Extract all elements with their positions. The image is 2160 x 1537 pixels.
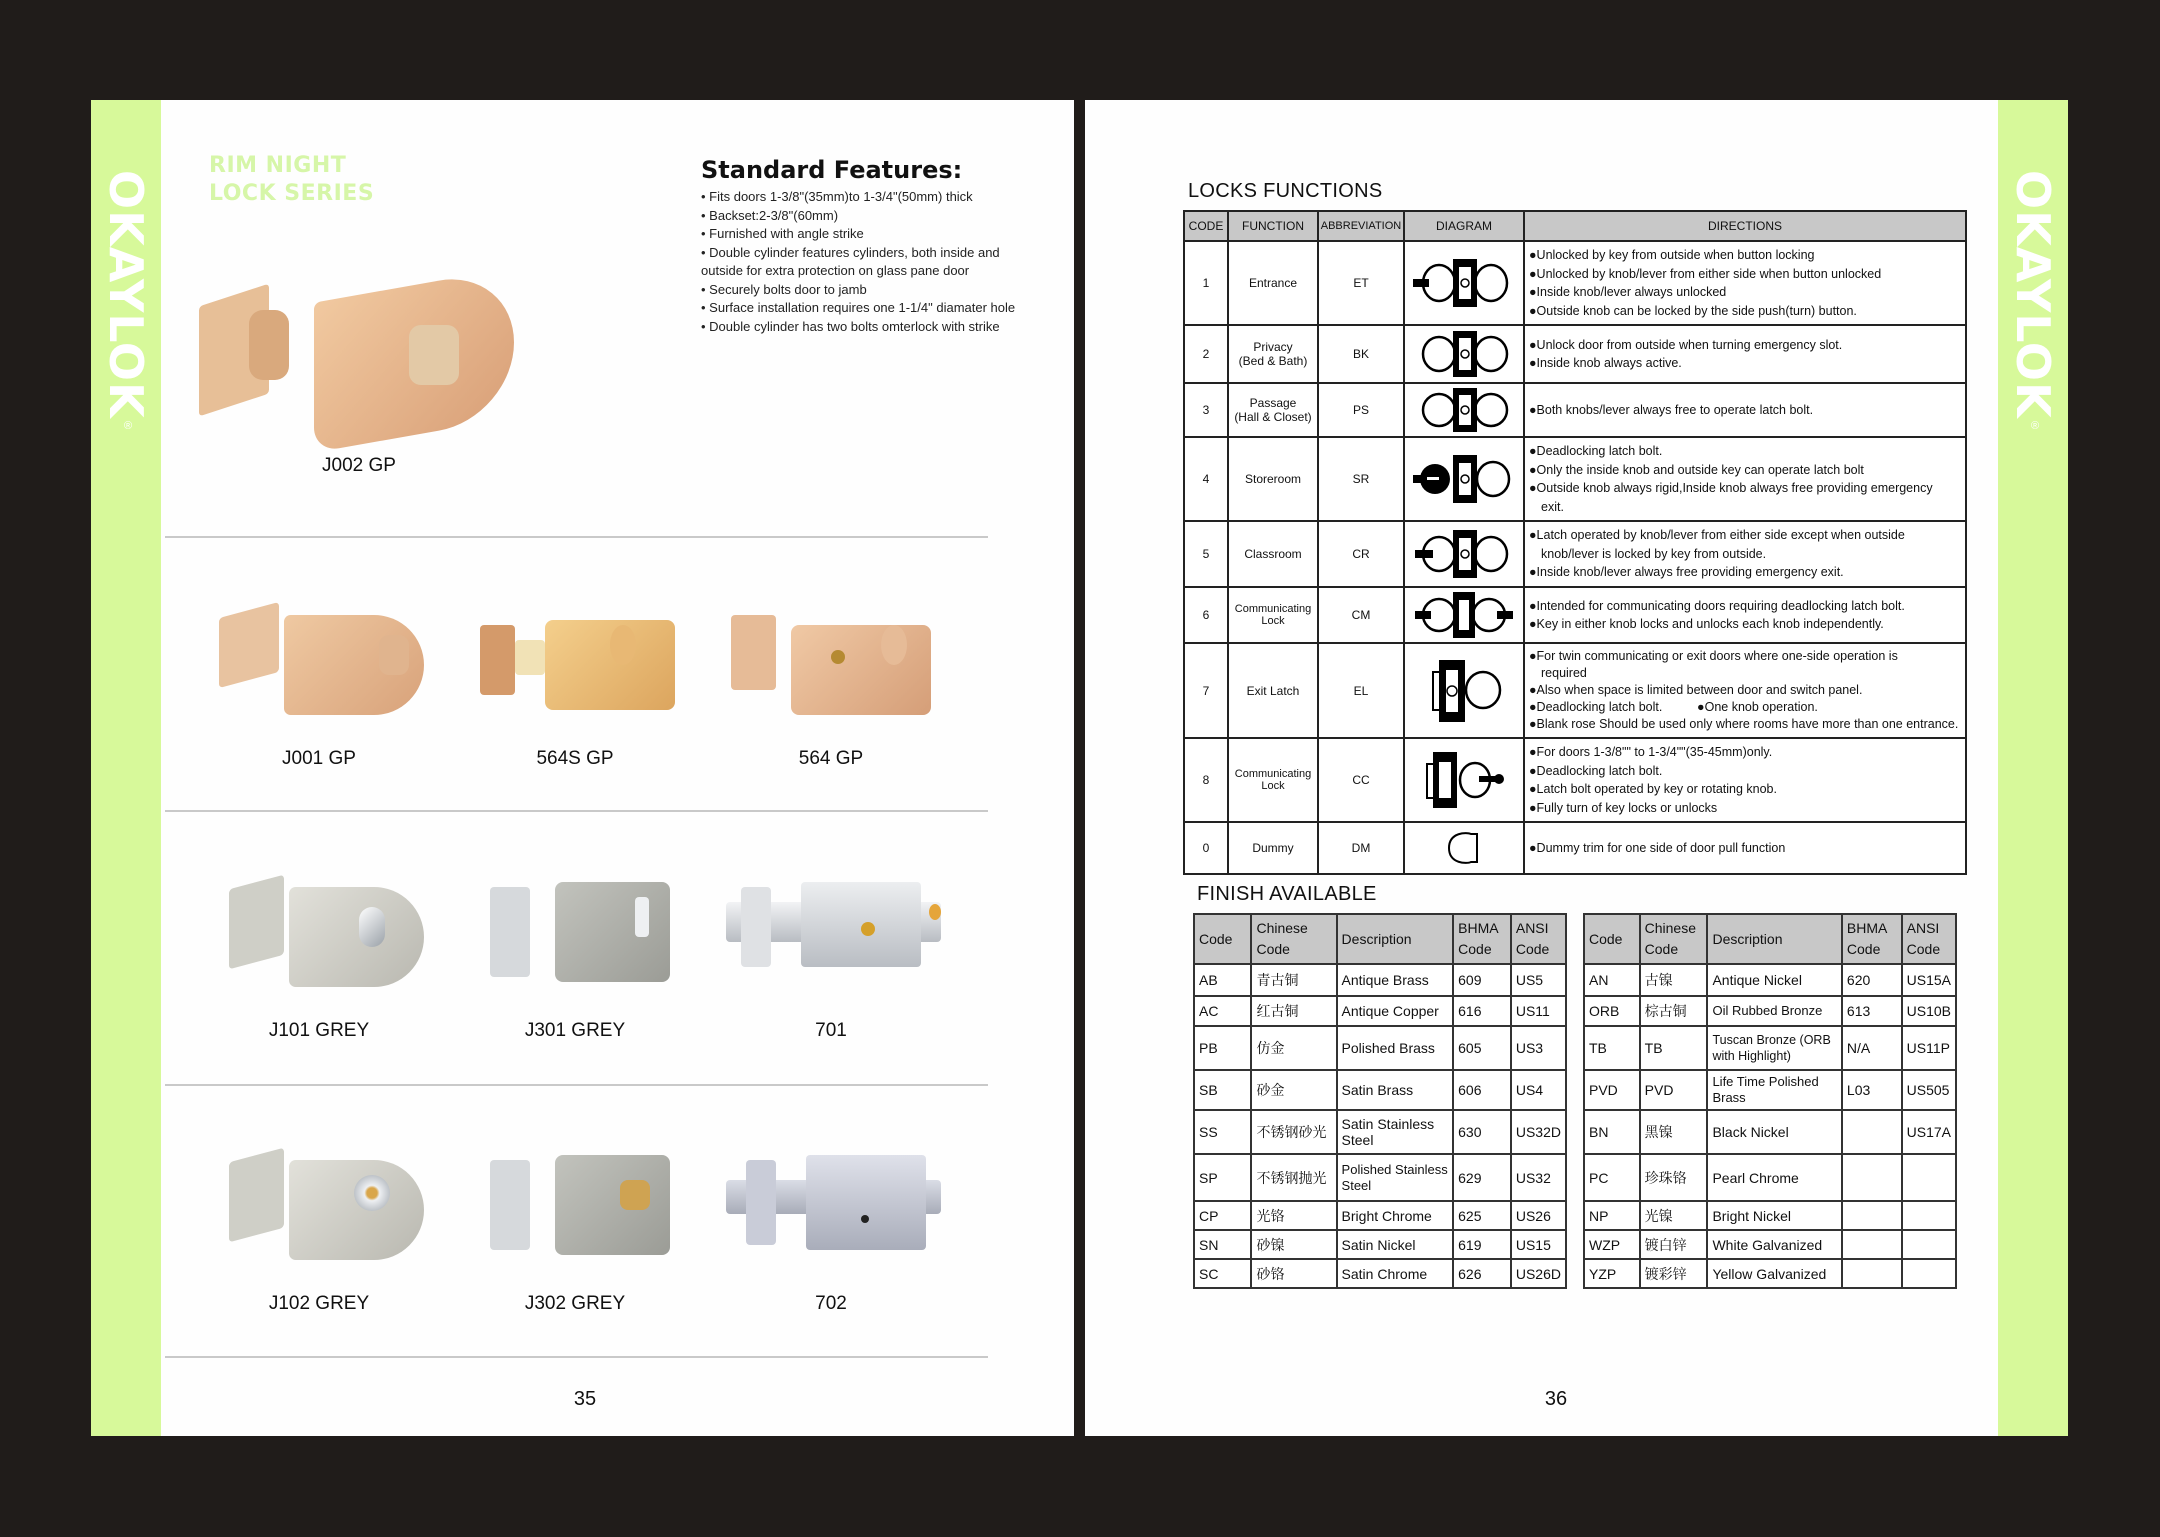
col-header-diagram: DIAGRAM (1404, 211, 1524, 241)
feature-item: • Furnished with angle strike (701, 226, 864, 241)
direction-line: ●Inside knob/lever always unlocked (1529, 285, 1727, 299)
code-cell: 2 (1184, 325, 1228, 383)
table-row (1584, 1110, 1956, 1154)
cell: US17A (1902, 1110, 1956, 1154)
abbreviation-cell: CM (1318, 587, 1404, 643)
function-cell (1228, 241, 1318, 325)
cell: US3 (1511, 1026, 1566, 1070)
abbreviation-cell: SR (1318, 437, 1404, 521)
function-cell (1228, 738, 1318, 822)
table-row (1194, 1230, 1566, 1259)
catalog-page-35 (91, 100, 1074, 1436)
col-header-directions: DIRECTIONS (1524, 211, 1966, 241)
directions-cell (1524, 822, 1966, 874)
function-label: Storeroom (1244, 472, 1302, 486)
brand-strip-right (1998, 100, 2068, 1436)
cell: 630 (1453, 1110, 1511, 1154)
table-row (1584, 996, 1956, 1026)
code-cell: 1 (1184, 241, 1228, 325)
table-row (1184, 643, 1966, 738)
col-header-bhma-code: BHMA Code (1453, 914, 1511, 964)
table-row (1184, 241, 1966, 325)
cell: 不锈钢砂光 (1251, 1110, 1336, 1154)
direction-line: ●Blank rose Should be used only where rooms have more than one entrance. (1529, 717, 1959, 731)
product-j302-grey[interactable] (455, 1125, 695, 1315)
cell: 镀彩锌 (1640, 1259, 1708, 1288)
function-cell (1228, 643, 1318, 738)
exit-latch-diagram-icon (1404, 643, 1524, 738)
page-number: 36 (1544, 1388, 1568, 1410)
cell: 珍珠铬 (1640, 1154, 1708, 1201)
product-model: 701 (815, 1020, 847, 1041)
table-row (1184, 521, 1966, 587)
directions-cell (1524, 325, 1966, 383)
locks-functions-table (1183, 210, 1967, 875)
lock-image (465, 852, 685, 1002)
directions-cell (1524, 587, 1966, 643)
cell: Bright Chrome (1337, 1201, 1454, 1230)
direction-line: exit. (1541, 499, 1564, 514)
function-label: Exit Latch (1246, 683, 1300, 698)
feature-item: • Securely bolts door to jamb (701, 281, 867, 297)
direction-line: ●Latch bolt operated by key or rotating knob. (1529, 782, 1777, 796)
product-702[interactable] (711, 1125, 951, 1315)
lock-image (189, 255, 529, 445)
cell: NP (1584, 1201, 1640, 1230)
lock-image (209, 852, 429, 1002)
product-model: J301 GREY (524, 1020, 626, 1041)
cell (1842, 1201, 1902, 1230)
function-sublabel: (Hall & Closet) (1234, 410, 1312, 424)
table-row (1184, 437, 1966, 521)
cell: BN (1584, 1110, 1640, 1154)
catalog-page-36 (1085, 100, 2068, 1436)
cell: Life Time Polished Brass (1707, 1070, 1841, 1110)
privacy-lock-diagram-icon (1404, 325, 1524, 383)
cell: US5 (1511, 964, 1566, 996)
cell: SS (1194, 1110, 1251, 1154)
brand-logo: OKAYLOK (2006, 170, 2060, 419)
table-row (1184, 383, 1966, 437)
cell: N/A (1842, 1026, 1902, 1070)
divider (165, 1084, 988, 1086)
product-564-gp[interactable] (711, 580, 951, 770)
registered-mark: ® (124, 420, 133, 432)
cell: 青古铜 (1251, 964, 1336, 996)
cell (1842, 1230, 1902, 1259)
product-j001-gp[interactable] (199, 580, 439, 770)
direction-line: ●Outside knob always rigid,Inside knob always free providing emergency (1529, 481, 1933, 495)
cell: AB (1194, 964, 1251, 996)
code-cell: 4 (1184, 437, 1228, 521)
col-header-ansi-code: ANSI Code (1902, 914, 1956, 964)
feature-item: • Fits doors 1-3/8"(35mm)to 1-3/4"(50mm) thick (701, 189, 973, 204)
table-row (1194, 1110, 1566, 1154)
direction-line: ●Unlock door from outside when turning emergency slot. (1529, 337, 1843, 352)
table-row (1584, 1154, 1956, 1201)
product-model: J101 GREY (268, 1020, 370, 1041)
function-cell (1228, 822, 1318, 874)
cell: SP (1194, 1154, 1251, 1201)
cell: 616 (1453, 996, 1511, 1026)
lock-image (465, 1125, 685, 1275)
directions-cell (1524, 738, 1966, 822)
cell: 605 (1453, 1026, 1511, 1070)
features-heading: Standard Features: (701, 156, 963, 184)
cell: 613 (1842, 996, 1902, 1026)
table-row (1194, 996, 1566, 1026)
cell: Oil Rubbed Bronze (1707, 996, 1841, 1026)
function-sublabel: (Bed & Bath) (1238, 354, 1308, 368)
abbreviation-cell: ET (1318, 241, 1404, 325)
cell: Yellow Galvanized (1707, 1259, 1841, 1288)
table-row (1194, 1259, 1566, 1288)
cell: 626 (1453, 1259, 1511, 1288)
cell: SB (1194, 1070, 1251, 1110)
product-model: J102 GREY (268, 1293, 370, 1314)
series-title-line1: RIM NIGHT (209, 153, 347, 178)
abbreviation-cell: EL (1318, 643, 1404, 738)
lock-image (465, 580, 685, 730)
divider (165, 810, 988, 812)
col-header-chinese-code: Chinese Code (1251, 914, 1336, 964)
abbreviation-cell: DM (1318, 822, 1404, 874)
cell: White Galvanized (1707, 1230, 1841, 1259)
table-row (1194, 1026, 1566, 1070)
directions-cell (1524, 521, 1966, 587)
product-564s-gp[interactable] (455, 580, 695, 770)
communicating-lock-diagram-icon (1404, 587, 1524, 643)
function-label: Communicating (1234, 603, 1312, 615)
finish-table-right (1583, 913, 1957, 1289)
cell (1902, 1259, 1956, 1288)
finish-table-left (1193, 913, 1567, 1289)
col-header-function: FUNCTION (1228, 211, 1318, 241)
table-row (1184, 822, 1966, 874)
brand-strip-left (91, 100, 161, 1436)
col-header-description: Description (1707, 914, 1841, 964)
direction-line: ●Unlocked by key from outside when button locking (1529, 248, 1815, 262)
product-701[interactable] (711, 852, 951, 1042)
cell: TB (1584, 1026, 1640, 1070)
direction-line: ●Both knobs/lever always free to operate latch bolt. (1529, 402, 1814, 417)
single-key-lock-diagram-icon (1404, 738, 1524, 822)
cell: AC (1194, 996, 1251, 1026)
cell: Satin Brass (1337, 1070, 1454, 1110)
passage-lock-diagram-icon (1404, 383, 1524, 437)
cell: SC (1194, 1259, 1251, 1288)
cell: 606 (1453, 1070, 1511, 1110)
directions-cell (1524, 241, 1966, 325)
locks-functions-title: LOCKS FUNCTIONS (1188, 180, 1383, 202)
cell: 仿金 (1251, 1026, 1336, 1070)
function-sublabel: Lock (1261, 615, 1285, 627)
col-header-ansi-code: ANSI Code (1511, 914, 1566, 964)
col-header-code: CODE (1184, 211, 1228, 241)
directions-cell (1524, 383, 1966, 437)
function-cell (1228, 521, 1318, 587)
cell (1842, 1154, 1902, 1201)
code-cell: 3 (1184, 383, 1228, 437)
direction-line: ●For doors 1-3/8"" to 1-3/4""(35-45mm)only. (1529, 745, 1773, 759)
divider (165, 1356, 988, 1358)
cell: AN (1584, 964, 1640, 996)
function-cell (1228, 383, 1318, 437)
table-header-row (1584, 914, 1956, 964)
table-row (1184, 738, 1966, 822)
col-header-code: Code (1194, 914, 1251, 964)
code-cell: 5 (1184, 521, 1228, 587)
cell: US10B (1902, 996, 1956, 1026)
table-row (1194, 964, 1566, 996)
cell (1842, 1110, 1902, 1154)
direction-line: ●Deadlocking latch bolt. (1529, 763, 1663, 778)
cell: PVD (1640, 1070, 1708, 1110)
cell (1902, 1201, 1956, 1230)
table-row (1194, 1154, 1566, 1201)
cell: 625 (1453, 1201, 1511, 1230)
cell: Polished Brass (1337, 1026, 1454, 1070)
cell: 光镍 (1640, 1201, 1708, 1230)
cell: 光铬 (1251, 1201, 1336, 1230)
direction-line: ●For twin communicating or exit doors where one-side operation is (1529, 649, 1898, 663)
col-header-bhma-code: BHMA Code (1842, 914, 1902, 964)
function-cell (1228, 325, 1318, 383)
product-model: 702 (815, 1293, 847, 1314)
direction-line: ●Deadlocking latch bolt. ●One knob operation. (1529, 700, 1818, 714)
product-model: J302 GREY (524, 1293, 626, 1314)
cell: 黑镍 (1640, 1110, 1708, 1154)
product-model: J001 GP (282, 748, 356, 769)
table-row (1184, 587, 1966, 643)
abbreviation-cell: PS (1318, 383, 1404, 437)
cell: 619 (1453, 1230, 1511, 1259)
cell: 镀白锌 (1640, 1230, 1708, 1259)
direction-line: required (1541, 666, 1587, 680)
cell: PC (1584, 1154, 1640, 1201)
function-sublabel: Lock (1261, 780, 1285, 792)
cell: US11 (1511, 996, 1566, 1026)
page-number: 35 (573, 1388, 597, 1410)
cell: Tuscan Bronze (ORB with Highlight) (1707, 1026, 1841, 1070)
direction-line: ●Unlocked by knob/lever from either side when button unlocked (1529, 266, 1882, 281)
series-title (209, 152, 374, 208)
cell: Antique Copper (1337, 996, 1454, 1026)
col-header-chinese-code: Chinese Code (1640, 914, 1708, 964)
table-row (1584, 1259, 1956, 1288)
direction-line: ●Latch operated by knob/lever from either side except when outside (1529, 528, 1905, 543)
feature-item: • Double cylinder has two bolts omterlock with strike (701, 318, 1000, 334)
cell: 砂金 (1251, 1070, 1336, 1110)
cell: YZP (1584, 1259, 1640, 1288)
product-model: 564S GP (536, 748, 614, 769)
lock-image (721, 1125, 941, 1275)
table-row (1584, 964, 1956, 996)
function-cell (1228, 437, 1318, 521)
cell: Satin Stainless Steel (1337, 1110, 1454, 1154)
code-cell: 8 (1184, 738, 1228, 822)
col-header-code: Code (1584, 914, 1640, 964)
finish-available-title: FINISH AVAILABLE (1197, 883, 1377, 905)
function-label: Classroom (1244, 547, 1302, 561)
divider (165, 536, 988, 538)
table-header-row (1194, 914, 1566, 964)
cell: Pearl Chrome (1707, 1154, 1841, 1201)
table-row (1584, 1230, 1956, 1259)
direction-line: ●Outside knob can be locked by the side push(turn) button. (1529, 303, 1857, 318)
abbreviation-cell: CR (1318, 521, 1404, 587)
cell: US11P (1902, 1026, 1956, 1070)
table-row (1584, 1026, 1956, 1070)
cell: US15 (1511, 1230, 1566, 1259)
entrance-lock-diagram-icon (1404, 241, 1524, 325)
product-j102-grey[interactable] (199, 1125, 439, 1315)
cell: L03 (1842, 1070, 1902, 1110)
cell: US15A (1902, 964, 1956, 996)
table-row (1194, 1070, 1566, 1110)
cell: WZP (1584, 1230, 1640, 1259)
cell: TB (1640, 1026, 1708, 1070)
product-j101-grey[interactable] (199, 852, 439, 1042)
cell: 不锈钢抛光 (1251, 1154, 1336, 1201)
cell: Antique Brass (1337, 964, 1454, 996)
directions-cell (1524, 437, 1966, 521)
lock-image (209, 1125, 429, 1275)
feature-item: • Backset:2-3/8"(60mm) (701, 207, 839, 223)
cell: US4 (1511, 1070, 1566, 1110)
cell: 砂铬 (1251, 1259, 1336, 1288)
lock-image (721, 852, 941, 1002)
direction-line: ●Inside knob/lever always free providing emergency exit. (1529, 565, 1844, 580)
product-j002-gp[interactable] (179, 255, 539, 477)
cell: Polished Stainless Steel (1337, 1154, 1454, 1201)
dummy-knob-diagram-icon (1404, 822, 1524, 874)
direction-line: ●Deadlocking latch bolt. (1529, 444, 1663, 458)
function-label: Dummy (1252, 841, 1294, 855)
product-model: 564 GP (798, 748, 864, 769)
cell (1902, 1154, 1956, 1201)
direction-line: knob/lever is locked by key from outside. (1541, 546, 1767, 561)
cell (1902, 1230, 1956, 1259)
cell: 620 (1842, 964, 1902, 996)
direction-line: ●Dummy trim for one side of door pull function (1529, 840, 1786, 855)
cell: 棕古铜 (1640, 996, 1708, 1026)
code-cell: 6 (1184, 587, 1228, 643)
cell: US32D (1511, 1110, 1566, 1154)
function-label: Entrance (1248, 276, 1298, 290)
feature-item: • Double cylinder features cylinders, both inside and outside for extra protection on glass pane door (701, 244, 1000, 278)
direction-line: ●Only the inside knob and outside key can operate latch bolt (1529, 462, 1864, 477)
cell: Antique Nickel (1707, 964, 1841, 996)
classroom-lock-diagram-icon (1404, 521, 1524, 587)
cell (1842, 1259, 1902, 1288)
cell: US505 (1902, 1070, 1956, 1110)
cell: Black Nickel (1707, 1110, 1841, 1154)
product-j301-grey[interactable] (455, 852, 695, 1042)
abbreviation-cell: CC (1318, 738, 1404, 822)
abbreviation-cell: BK (1318, 325, 1404, 383)
cell: PVD (1584, 1070, 1640, 1110)
cell: US26D (1511, 1259, 1566, 1288)
storeroom-lock-diagram-icon (1404, 437, 1524, 521)
cell: 629 (1453, 1154, 1511, 1201)
direction-line: ●Key in either knob locks and unlocks each knob independently. (1529, 617, 1884, 631)
table-row (1184, 325, 1966, 383)
table-row (1584, 1070, 1956, 1110)
function-label: Passage (1249, 396, 1297, 410)
feature-item: • Surface installation requires one 1-1/4" diamater hole (701, 300, 1016, 315)
cell: US26 (1511, 1201, 1566, 1230)
direction-line: ●Inside knob always active. (1529, 356, 1682, 370)
cell: PB (1194, 1026, 1251, 1070)
cell: Bright Nickel (1707, 1201, 1841, 1230)
standard-features (701, 156, 1021, 336)
cell: US32 (1511, 1154, 1566, 1201)
table-row (1194, 1201, 1566, 1230)
table-row (1584, 1201, 1956, 1230)
product-model: J002 GP (322, 455, 396, 476)
cell: 古镍 (1640, 964, 1708, 996)
function-label: Privacy (1253, 340, 1293, 354)
col-header-abbreviation: ABBREVIATION (1318, 211, 1404, 241)
cell: 红古铜 (1251, 996, 1336, 1026)
lock-image (721, 580, 941, 730)
series-title-line2: LOCK SERIES (209, 181, 375, 206)
brand-logo: OKAYLOK (99, 170, 153, 419)
cell: 砂镍 (1251, 1230, 1336, 1259)
code-cell: 0 (1184, 822, 1228, 874)
col-header-description: Description (1337, 914, 1454, 964)
direction-line: ●Also when space is limited between door and switch panel. (1529, 683, 1863, 697)
cell: Satin Chrome (1337, 1259, 1454, 1288)
direction-line: ●Intended for communicating doors requiring deadlocking latch bolt. (1529, 598, 1905, 613)
direction-line: ●Fully turn of key locks or unlocks (1529, 800, 1718, 815)
function-label: Communicating (1234, 768, 1312, 780)
function-cell (1228, 587, 1318, 643)
table-header-row (1184, 211, 1966, 241)
code-cell: 7 (1184, 643, 1228, 738)
registered-mark: ® (2031, 420, 2040, 432)
lock-image (209, 580, 429, 730)
cell: 609 (1453, 964, 1511, 996)
cell: Satin Nickel (1337, 1230, 1454, 1259)
directions-cell (1524, 643, 1966, 738)
cell: ORB (1584, 996, 1640, 1026)
cell: CP (1194, 1201, 1251, 1230)
cell: SN (1194, 1230, 1251, 1259)
